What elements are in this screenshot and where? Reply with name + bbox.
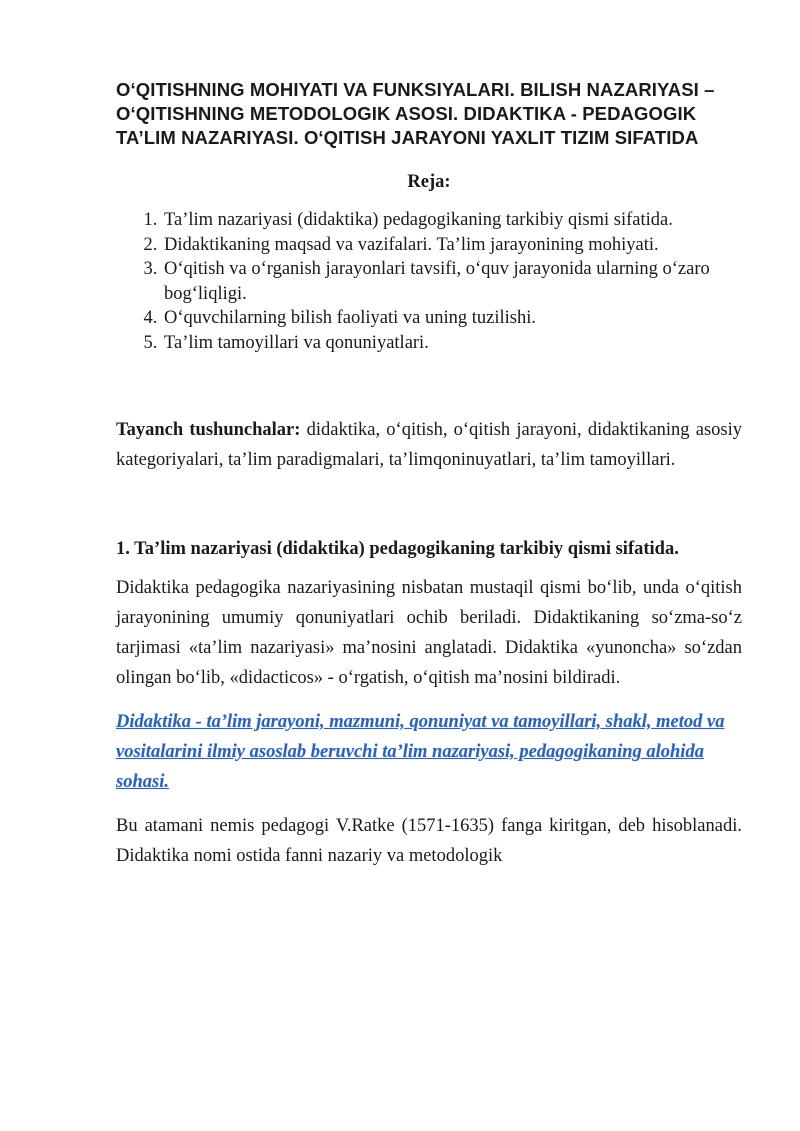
keywords-label: Tayanch tushunchalar: bbox=[116, 420, 301, 440]
plan-list bbox=[116, 208, 742, 355]
definition-text[interactable]: Didaktika - ta’lim jarayoni, mazmuni, qonuniyat va tamoyillari, shakl, metod va vositalarini ilmiy asoslab beruvchi ta’lim nazariyasi, pedagogikaning alohida sohasi. bbox=[116, 712, 725, 792]
definition-hyperlink[interactable] bbox=[116, 707, 742, 797]
document-page bbox=[116, 78, 742, 871]
body-paragraph: Didaktika pedagogika nazariyasining nisbatan mustaqil qismi bo‘lib, unda o‘qitish jarayonining umumiy qonuniyatlari ochib beriladi. Didaktikaning so‘zma-so‘z tarjimasi «ta’lim nazariyasi» ma’nosini anglatadi. Didaktika «yunoncha» so‘zdan olingan bo‘lib, «didacticos» - o‘rgatish, o‘qitish ma’nosini bildiradi. bbox=[116, 578, 742, 688]
plan-item: 3. O‘qitish va o‘rganish jarayonlari tavsifi, o‘quv jarayonida ularning o‘zaro bog‘liqligi. bbox=[162, 257, 742, 306]
plan-item: 5. Ta’lim tamoyillari va qonuniyatlari. bbox=[162, 331, 742, 356]
body-paragraph-continued: Bu atamani nemis pedagogi V.Ratke (1571-1635) fanga kiritgan, deb hisoblanadi. Didaktika nomi ostida fanni nazariy va metodologik bbox=[116, 816, 742, 866]
keywords-paragraph bbox=[116, 415, 742, 475]
plan-heading: Reja: bbox=[407, 172, 451, 192]
plan-item: 2. Didaktikaning maqsad va vazifalari. Ta’lim jarayonining mohiyati. bbox=[162, 233, 742, 258]
section-heading: 1. Ta’lim nazariyasi (didaktika) pedagogikaning tarkibiy qismi sifatida. bbox=[116, 539, 679, 559]
document-title: O‘QITISHNING MOHIYATI VA FUNKSIYALARI. BILISH NAZARIYASI – O‘QITISHNING METODOLOGIK ASOSI. DIDAKTIKA - PEDAGOGIK TA’LIM NAZARIYASI. O‘QITISH JARAYONI YAXLIT TIZIM SIFATIDA bbox=[116, 79, 715, 148]
plan-item: 1. Ta’lim nazariyasi (didaktika) pedagogikaning tarkibiy qismi sifatida. bbox=[162, 208, 742, 233]
keywords-text: didaktika, o‘qitish, o‘qitish jarayoni, didaktikaning asosiy kategoriyalari, ta’lim paradigmalari, ta’limqoninuyatlari, ta’lim tamoyillari. bbox=[116, 420, 742, 470]
plan-item: 4. O‘quvchilarning bilish faoliyati va uning tuzilishi. bbox=[162, 306, 742, 331]
